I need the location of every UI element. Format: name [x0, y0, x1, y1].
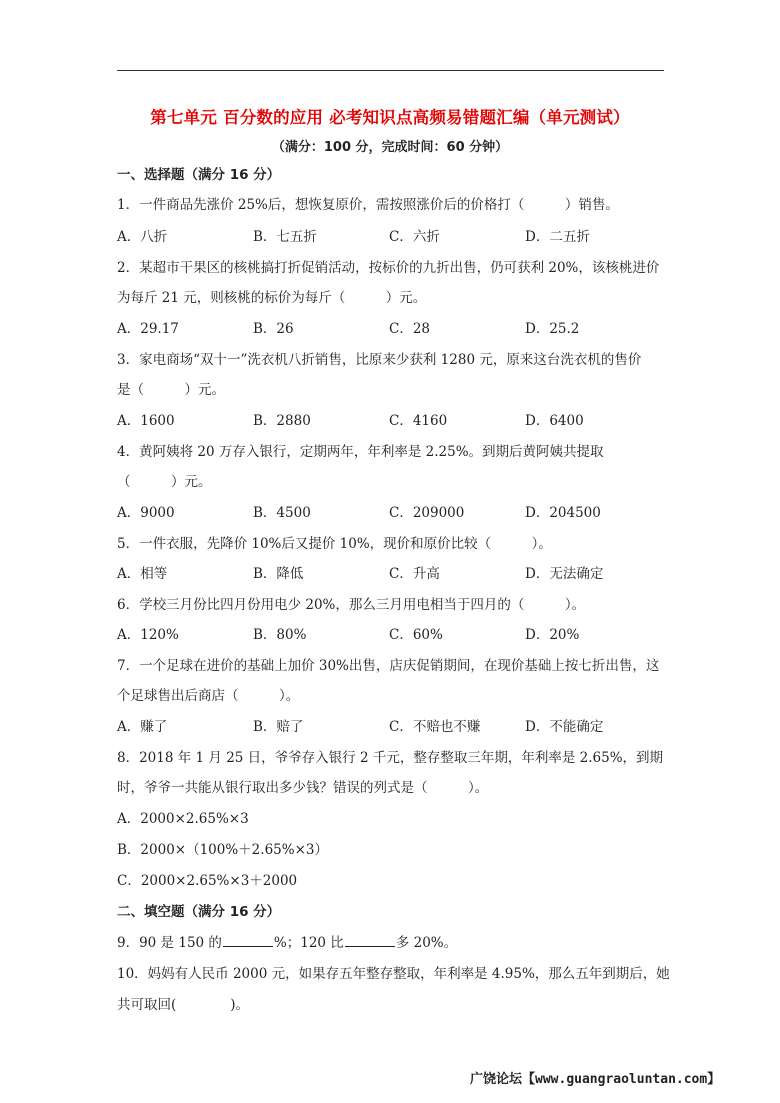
option-a: A．1600: [117, 413, 175, 429]
section-heading-choice: 一、选择题（满分 16 分）: [117, 167, 281, 183]
option-a: A．29.17: [117, 321, 179, 337]
question-10-text: 10．妈妈有人民币 2000 元，如果存五年整存整取，年利率是 4.95%，那么五年到期后，她: [117, 966, 670, 982]
option-c: C．不赔也不赚: [389, 719, 481, 735]
question-3-text-cont: 是（ ）元。: [117, 382, 225, 398]
question-9: [117, 931, 457, 951]
page-title: 第七单元 百分数的应用 必考知识点高频易错题汇编（单元测试）: [150, 108, 630, 127]
footer-watermark: [470, 1068, 720, 1087]
question-5-options: [117, 562, 677, 582]
option-d: D．无法确定: [525, 566, 604, 582]
question-8-option-b: B．2000×（100%＋2.65%×3）: [117, 842, 328, 858]
question-8-option-a: A．2000×2.65%×3: [117, 811, 249, 827]
option-b: B．4500: [253, 505, 311, 521]
answer-blank[interactable]: [345, 934, 395, 947]
option-b: B．降低: [253, 566, 304, 582]
option-c: C．60%: [389, 627, 443, 643]
header-rule: [117, 70, 664, 71]
question-7-text-cont: 个足球售出后商店（ ）。: [117, 688, 300, 704]
option-b: B．80%: [253, 627, 307, 643]
question-6-options: [117, 623, 677, 643]
option-b: B．2880: [253, 413, 311, 429]
question-7-options: [117, 715, 677, 735]
option-c: C．28: [389, 321, 431, 337]
question-7-text: 7．一个足球在进价的基础上加价 30%出售，店庆促销期间，在现价基础上按七折出售，这: [117, 658, 660, 674]
option-c: C．4160: [389, 413, 448, 429]
option-b: B．赔了: [253, 719, 304, 735]
option-d: D．20%: [525, 627, 580, 643]
question-4-text: 4．黄阿姨将 20 万存入银行，定期两年，年利率是 2.25%。到期后黄阿姨共提取: [117, 444, 604, 460]
section-heading-fill: 二、填空题（满分 16 分）: [117, 904, 281, 920]
page-subtitle: （满分：100 分，完成时间：60 分钟）: [271, 140, 509, 155]
question-8-text: 8．2018 年 1 月 25 日，爷爷存入银行 2 千元，整存整取三年期，年利率是 2.65%，到期: [117, 750, 664, 766]
question-2-text: 2．某超市干果区的核桃搞打折促销活动，按标价的九折出售，仍可获利 20%，该核桃进价: [117, 260, 660, 276]
question-6-text: 6．学校三月份比四月份用电少 20%，那么三月用电相当于四月的（ ）。: [117, 597, 586, 613]
question-5-text: 5．一件衣服，先降价 10%后又提价 10%，现价和原价比较（ ）。: [117, 536, 552, 552]
option-d: D．25.2: [525, 321, 580, 337]
option-c: C．209000: [389, 505, 465, 521]
option-b: B．七五折: [253, 229, 317, 245]
option-d: D．二五折: [525, 229, 590, 245]
question-9-part-3: 多 20%。: [395, 935, 458, 951]
option-d: D．不能确定: [525, 719, 604, 735]
footer-url: 【www.guangraoluntan.com】: [522, 1072, 721, 1087]
question-1-options: [117, 225, 677, 245]
option-a: A．120%: [117, 627, 179, 643]
question-8-text-cont: 时，爷爷一共能从银行取出多少钱？错误的列式是（ ）。: [117, 780, 489, 796]
question-9-part-2: %；120 比: [273, 935, 344, 951]
option-d: D．6400: [525, 413, 584, 429]
option-b: B．26: [253, 321, 294, 337]
option-a: A．八折: [117, 229, 168, 245]
question-8-option-c: C．2000×2.65%×3＋2000: [117, 873, 298, 889]
option-a: A．相等: [117, 566, 168, 582]
option-c: C．升高: [389, 566, 440, 582]
option-c: C．六折: [389, 229, 440, 245]
question-1-text: 1．一件商品先涨价 25%后，想恢复原价，需按照涨价后的价格打（ ）销售。: [117, 197, 619, 213]
question-2-text-cont: 为每斤 21 元，则核桃的标价为每斤（ ）元。: [117, 290, 427, 306]
question-4-text-cont: （ ）元。: [117, 474, 212, 490]
question-3-options: [117, 409, 677, 429]
question-9-part-1: 9．90 是 150 的: [117, 935, 222, 951]
footer-site-name: 广饶论坛: [470, 1072, 523, 1087]
answer-blank[interactable]: [223, 934, 273, 947]
question-3-text: 3．家电商场“双十一”洗衣机八折销售，比原来少获利 1280 元，原来这台洗衣机的售价: [117, 352, 642, 368]
option-d: D．204500: [525, 505, 601, 521]
question-4-options: [117, 501, 677, 521]
option-a: A．赚了: [117, 719, 168, 735]
question-10-text-cont: 共可取回( )。: [117, 997, 250, 1013]
option-a: A．9000: [117, 505, 175, 521]
question-2-options: [117, 317, 677, 337]
